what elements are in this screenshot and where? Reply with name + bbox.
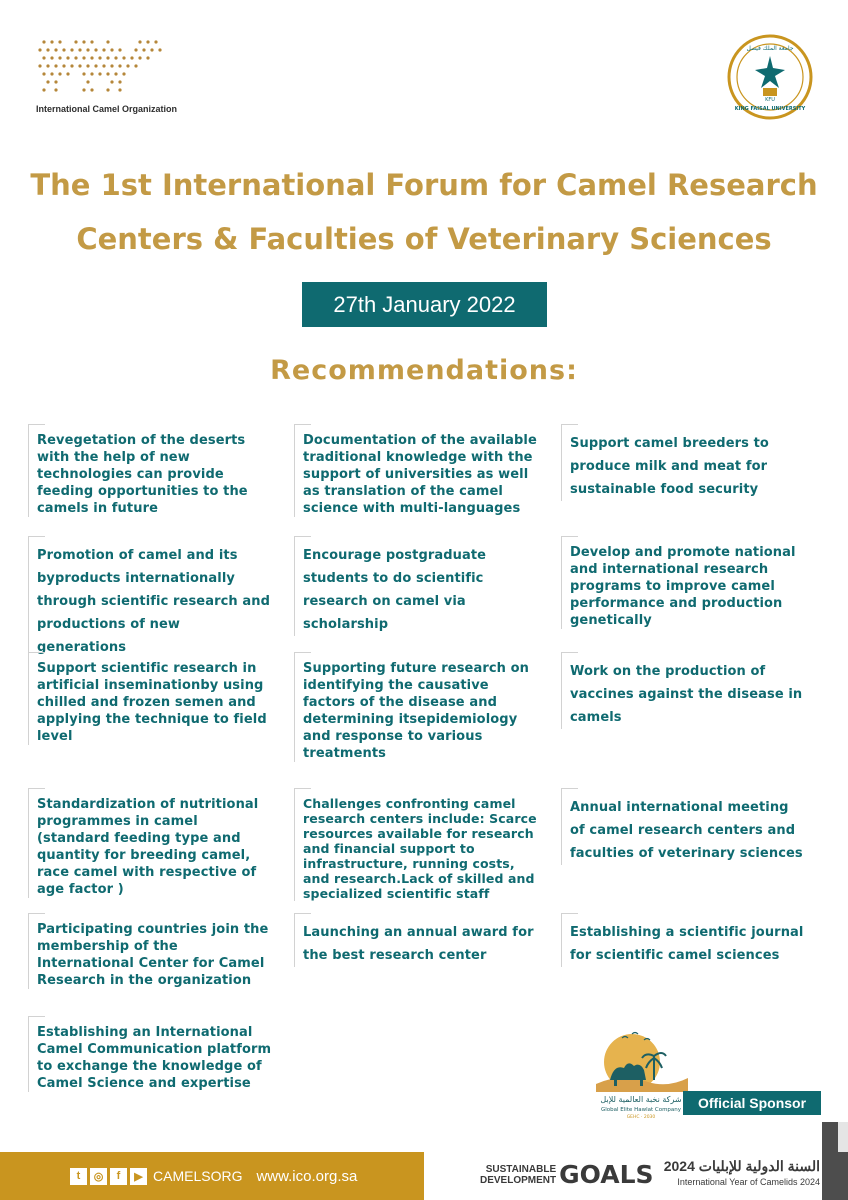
camel-dots-logo-icon bbox=[36, 36, 166, 98]
seal-english-text: KING FAISAL UNIVERSITY bbox=[734, 106, 806, 112]
sdg-goals-text: GOALS bbox=[559, 1160, 654, 1189]
recommendation-text: Annual international meeting of camel research centers and faculties of veterinary sciences bbox=[570, 800, 803, 861]
ico-logo bbox=[36, 36, 176, 116]
iyc-english-text: International Year of Camelids 2024 bbox=[677, 1177, 820, 1187]
footer-bar bbox=[0, 1152, 424, 1200]
recommendation-text: Documentation of the available traditional knowledge with the support of universities as well as translation of the camel science with multi-languages bbox=[303, 433, 537, 516]
official-sponsor-badge: Official Sponsor bbox=[683, 1091, 821, 1115]
organization-name: International Camel Organization bbox=[36, 104, 178, 114]
title-line-2: Centers & Faculties of Veterinary Sciences bbox=[76, 222, 772, 256]
recommendation-text: Promotion of camel and its byproducts internationally through scientific research and productions of new generations bbox=[37, 548, 271, 655]
seal-arabic-text: جامعة الملك فيصل bbox=[746, 45, 794, 52]
recommendation-item bbox=[294, 788, 538, 901]
recommendation-text: Encourage postgraduate students to do scientific research on camel via scholarship bbox=[303, 548, 487, 632]
recommendation-item bbox=[28, 1016, 272, 1092]
recommendation-item bbox=[561, 536, 805, 629]
recommendation-text: Work on the production of vaccines against the disease in camels bbox=[570, 664, 803, 725]
recommendation-item bbox=[561, 652, 805, 729]
recommendation-text: Develop and promote national and international research programs to improve camel performance and production genetically bbox=[570, 545, 796, 628]
event-date: 27th January 2022 bbox=[302, 282, 547, 327]
recommendation-item bbox=[28, 652, 272, 745]
sponsor-name-english: Global Elite Hawlat Company bbox=[600, 1107, 682, 1113]
recommendation-text: Support scientific research in artificial inseminationby using chilled and frozen semen and applying the technique to field level bbox=[37, 661, 267, 744]
iyc-arabic-text: السنة الدولية للإبليات 2024 bbox=[663, 1158, 820, 1174]
sponsor-logo-icon bbox=[592, 1022, 690, 1120]
recommendation-text: Launching an annual award for the best research center bbox=[303, 925, 534, 963]
recommendation-item bbox=[28, 536, 272, 659]
recommendation-text: Support camel breeders to produce milk and meat for sustainable food security bbox=[570, 436, 769, 497]
sponsor-name-arabic: شركة نخبة العالمية للإبل bbox=[600, 1095, 682, 1104]
recommendation-text: Challenges confronting camel research centers include: Scarce resources available for research and financial support to infrastructure, running costs, and research.Lack of skilled and specialized scientific staff bbox=[303, 796, 537, 901]
edge-bar-highlight bbox=[838, 1122, 848, 1152]
recommendation-item bbox=[561, 424, 805, 501]
recommendations-heading: Recommendations: bbox=[270, 355, 578, 386]
title-line-1: The 1st International Forum for Camel Research bbox=[30, 168, 818, 202]
kfu-seal-icon bbox=[727, 34, 813, 120]
instagram-icon[interactable]: ◎ bbox=[90, 1168, 107, 1185]
sdg-line-2: DEVELOPMENT bbox=[480, 1174, 557, 1186]
recommendation-item bbox=[294, 652, 538, 762]
recommendation-item bbox=[561, 913, 805, 967]
recommendation-text: Revegetation of the deserts with the help of new technologies can provide feeding opportunities to the camels in future bbox=[37, 433, 248, 516]
youtube-icon[interactable]: ▶ bbox=[130, 1168, 147, 1185]
sdg-line-1: SUSTAINABLE bbox=[485, 1163, 557, 1175]
recommendation-item bbox=[28, 913, 272, 989]
recommendation-item bbox=[294, 424, 538, 517]
social-handle[interactable]: CAMELSORG bbox=[153, 1168, 243, 1184]
social-icons bbox=[70, 1168, 147, 1185]
recommendation-item bbox=[561, 788, 805, 865]
sdg-logo bbox=[480, 1160, 654, 1189]
recommendation-item bbox=[294, 913, 538, 967]
recommendation-text: Establishing an International Camel Communication platform to exchange the knowledge of Camel Science and expertise bbox=[37, 1025, 272, 1091]
recommendation-item bbox=[294, 536, 538, 636]
recommendation-item bbox=[28, 424, 272, 517]
seal-abbr-text: KFU bbox=[765, 97, 775, 103]
website-link[interactable]: www.ico.org.sa bbox=[256, 1167, 358, 1185]
recommendation-item bbox=[28, 788, 272, 898]
iyc-logo bbox=[655, 1158, 820, 1187]
recommendation-text: Standardization of nutritional programmes in camel (standard feeding type and quantity for breeding camel, race camel with respective of age factor ) bbox=[37, 797, 259, 897]
recommendation-text: Participating countries join the membership of the International Center for Camel Research in the organization bbox=[37, 922, 269, 988]
sponsor-tag: GEHC · 2030 bbox=[626, 1115, 656, 1120]
recommendation-text: Establishing a scientific journal for scientific camel sciences bbox=[570, 925, 804, 963]
recommendation-text: Supporting future research on identifying the causative factors of the disease and determining itsepidemiology and response to various treatments bbox=[303, 661, 530, 761]
facebook-icon[interactable]: f bbox=[110, 1168, 127, 1185]
twitter-icon[interactable]: t bbox=[70, 1168, 87, 1185]
